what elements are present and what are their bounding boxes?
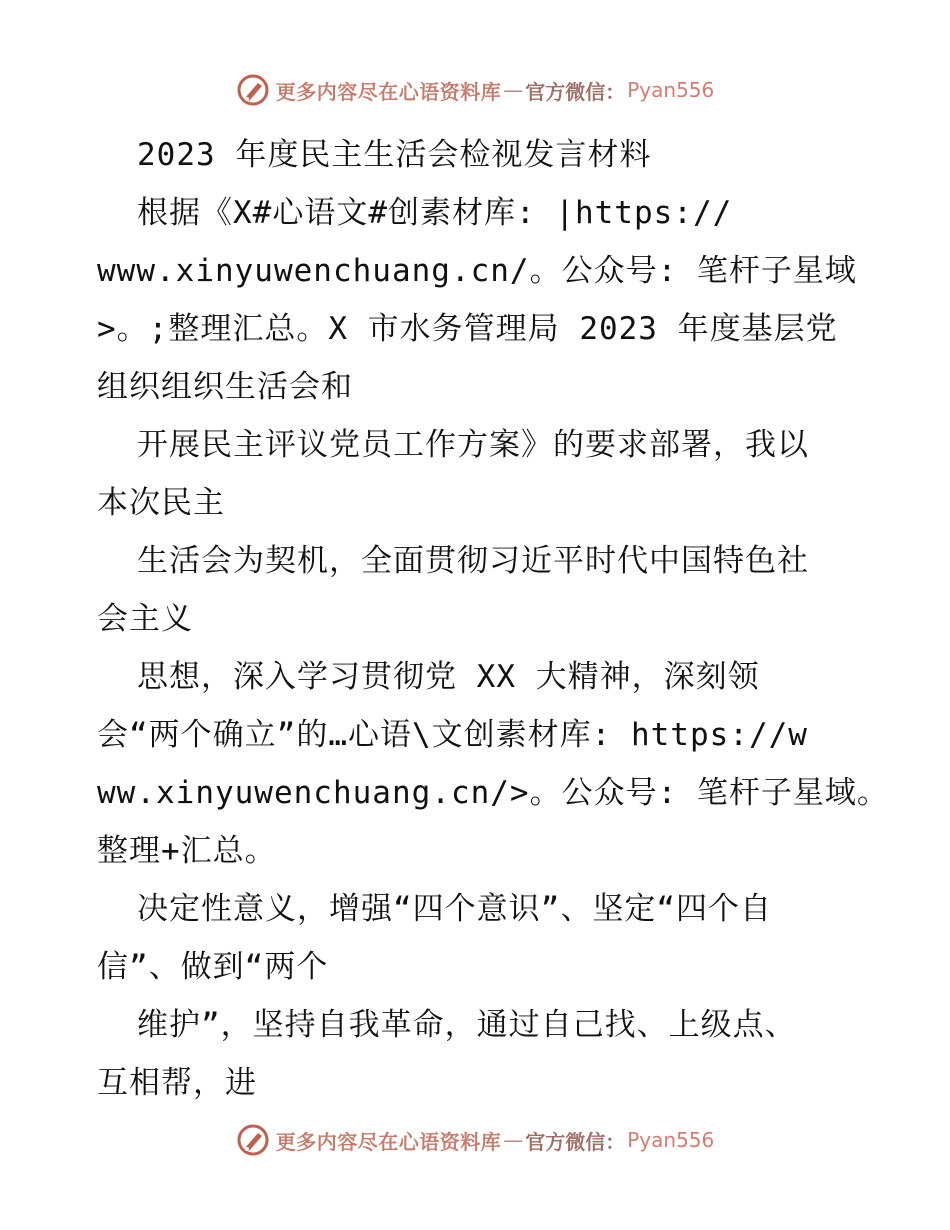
banner-wechat-label: 官方微信： [525,79,626,104]
pen-logo-icon [236,73,270,107]
banner-brand-text: 更多内容尽在心语资料库 [275,1129,502,1154]
paragraph-line: 信”、做到“两个 [97,949,329,985]
paragraph-line: 组织组织生活会和 [97,369,353,405]
paragraph-line: 生活会为契机，全面贯彻习近平时代中国特色社 [137,543,809,579]
document-body [97,126,889,1112]
banner-wechat-id: Pyan556 [627,78,715,102]
paragraph-line: 决定性意义，增强“四个意识”、坚定“四个自 [137,891,772,927]
paragraph-line: 会“两个确立”的…心语\文创素材库: https://w [97,717,808,753]
paragraph-line: 开展民主评议党员工作方案》的要求部署，我以 [137,427,809,463]
pen-logo-icon [236,1123,270,1157]
paragraph-line: >。;整理汇总。X 市水务管理局 2023 年度基层党 [97,311,838,347]
paragraph-line: 整理+汇总。 [97,833,277,869]
paragraph-line: 互相帮，进 [97,1065,257,1101]
banner-wechat-id: Pyan556 [627,1128,715,1152]
paragraph-line: ww.xinyuwenchuang.cn/>。公众号: 笔杆子星域。 [97,775,889,811]
banner-dash: — [503,78,524,102]
paragraph-line: 会主义 [97,601,193,637]
document-title: 2023 年度民主生活会检视发言材料 [137,137,652,173]
paragraph-line: www.xinyuwenchuang.cn/。公众号: 笔杆子星域 [97,253,857,289]
header-banner [0,70,950,110]
paragraph-line: 本次民主 [97,485,225,521]
paragraph-line: 思想，深入学习贯彻党 XX 大精神，深刻领 [137,659,760,695]
footer-banner [0,1120,950,1160]
banner-brand-text: 更多内容尽在心语资料库 [275,79,502,104]
banner-wechat-label: 官方微信： [525,1129,626,1154]
paragraph-line: 根据《X#心语文#创素材库: |https:// [137,195,733,231]
banner-dash: — [503,1128,524,1152]
paragraph-line: 维护”，坚持自我革命，通过自己找、上级点、 [137,1007,797,1043]
